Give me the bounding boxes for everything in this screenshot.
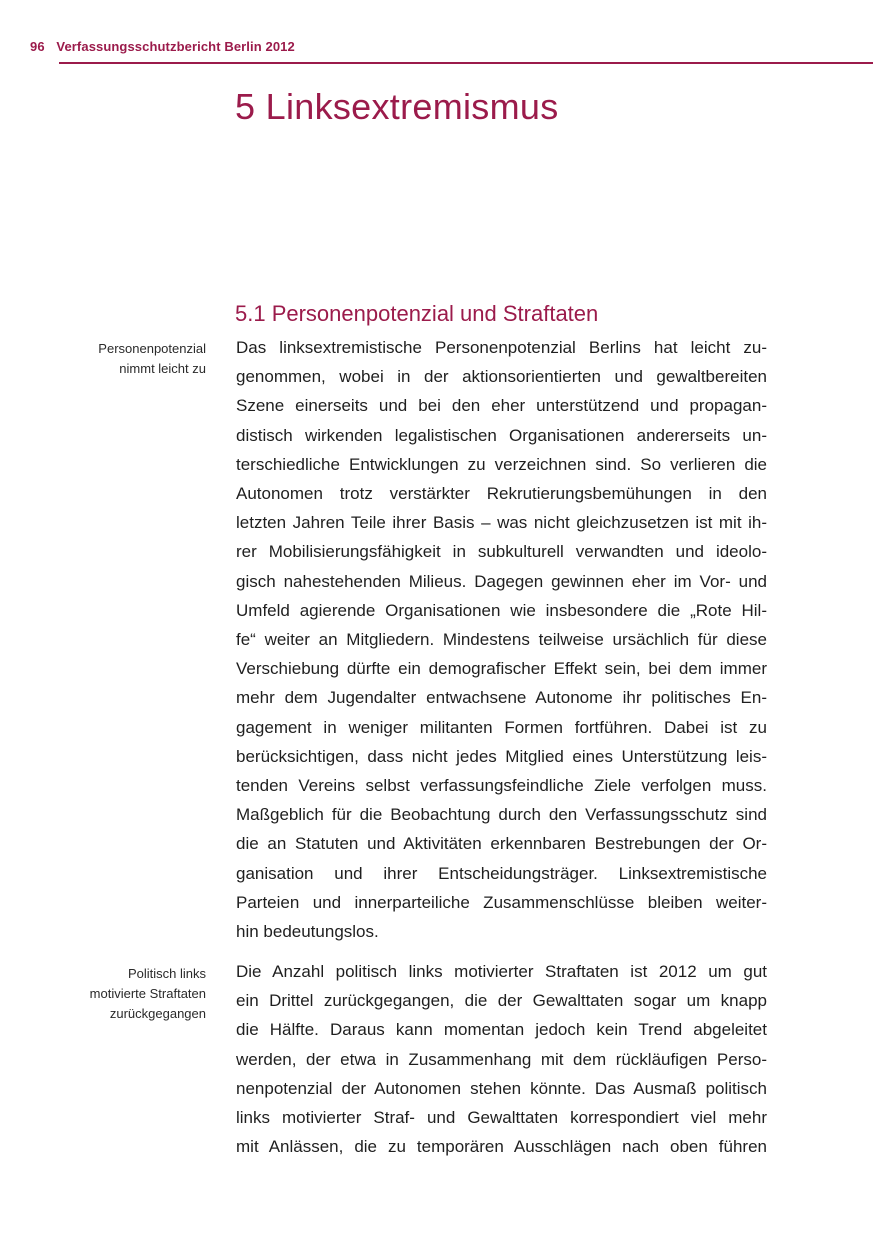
text-line: gisch nahestehenden Milieus. Dagegen gewinnen eher im Vor- und <box>236 571 767 591</box>
text-line: nenpotenzial der Autonomen stehen könnte. Das Ausmaß politisch <box>236 1078 767 1098</box>
margin-note-line: Personenpotenzial <box>98 341 206 356</box>
text-line: Umfeld agierende Organisationen wie insbesondere die „Rote Hil- <box>236 600 767 620</box>
text-line: die an Statuten und Aktivitäten erkennbaren Bestrebungen der Or- <box>236 834 767 854</box>
text-line: distisch wirkenden legalistischen Organisationen andererseits un- <box>236 425 767 445</box>
header-rule <box>59 62 873 64</box>
section-title: 5.1 Personenpotenzial und Straftaten <box>235 301 599 326</box>
margin-note <box>40 339 206 379</box>
text-line: Die Anzahl politisch links motivierter Straftaten ist 2012 um gut <box>236 962 767 981</box>
text-line: genommen, wobei in der aktionsorientierten und gewaltbereiten <box>236 367 767 387</box>
text-line: Autonomen trotz verstärkter Rekrutierungsbemühungen in den <box>236 484 767 504</box>
text-line: rer Mobilisierungsfähigkeit in subkulturell verwandten und ideolo- <box>236 542 767 562</box>
margin-note-line: nimmt leicht zu <box>119 361 206 376</box>
publication-title: Verfassungsschutzbericht Berlin 2012 <box>56 39 295 54</box>
text-line: mehr dem Jugendalter entwachsene Autonome ihr politisches En- <box>236 688 767 708</box>
margin-note <box>40 964 206 1024</box>
text-line: links motivierter Straf- und Gewalttaten korrespondiert viel mehr <box>236 1108 767 1128</box>
text-line: berücksichtigen, dass nicht jedes Mitglied eines Unterstützung leis- <box>236 746 767 766</box>
text-line: tenden Vereins selbst verfassungsfeindliche Ziele verfolgen muss. <box>236 776 767 796</box>
margin-note-line: Politisch links <box>127 966 206 981</box>
text-line: letzten Jahren Teile ihrer Basis – was nicht gleichzusetzen ist mit ih- <box>236 513 767 533</box>
text-line: Verschiebung dürfte ein demografischer Effekt sein, bei dem immer <box>236 659 767 679</box>
text-line: terschiedliche Entwicklungen zu verzeichnen sind. So verlieren die <box>236 454 767 474</box>
margin-note-line: zurückgegangen <box>109 1006 206 1021</box>
text-line: Parteien und innerparteiliche Zusammenschlüsse bleiben weiter- <box>236 892 767 912</box>
running-header <box>30 39 295 59</box>
chapter-title: 5 Linksextremismus <box>235 86 559 127</box>
text-line: gagement in weniger militanten Formen fortführen. Dabei ist zu <box>236 717 767 737</box>
text-line: die Hälfte. Daraus kann momentan jedoch kein Trend abgeleitet <box>236 1020 767 1040</box>
text-line: Das linksextremistische Personenpotenzial Berlins hat leicht zu- <box>236 338 767 357</box>
text-line: mit Anlässen, die zu temporären Ausschlägen nach oben führen <box>236 1137 767 1157</box>
text-line: Maßgeblich für die Beobachtung durch den Verfassungsschutz sind <box>236 805 767 825</box>
paragraph <box>236 333 767 946</box>
page-number: 96 <box>30 39 45 54</box>
text-line: fe“ weiter an Mitgliedern. Mindestens teilweise ursächlich für diese <box>236 630 767 650</box>
text-line: hin bedeutungslos. <box>236 922 379 942</box>
margin-note-line: motivierte Straftaten <box>89 986 206 1001</box>
text-line: werden, der etwa in Zusammenhang mit dem rückläufigen Perso- <box>236 1049 767 1069</box>
text-line: ein Drittel zurückgegangen, die der Gewalttaten sogar um knapp <box>236 991 767 1011</box>
text-line: Szene einerseits und bei den eher unterstützend und propagan- <box>236 396 767 416</box>
paragraph <box>236 957 767 1161</box>
text-line: ganisation und ihrer Entscheidungsträger. Linksextremistische <box>236 863 767 883</box>
